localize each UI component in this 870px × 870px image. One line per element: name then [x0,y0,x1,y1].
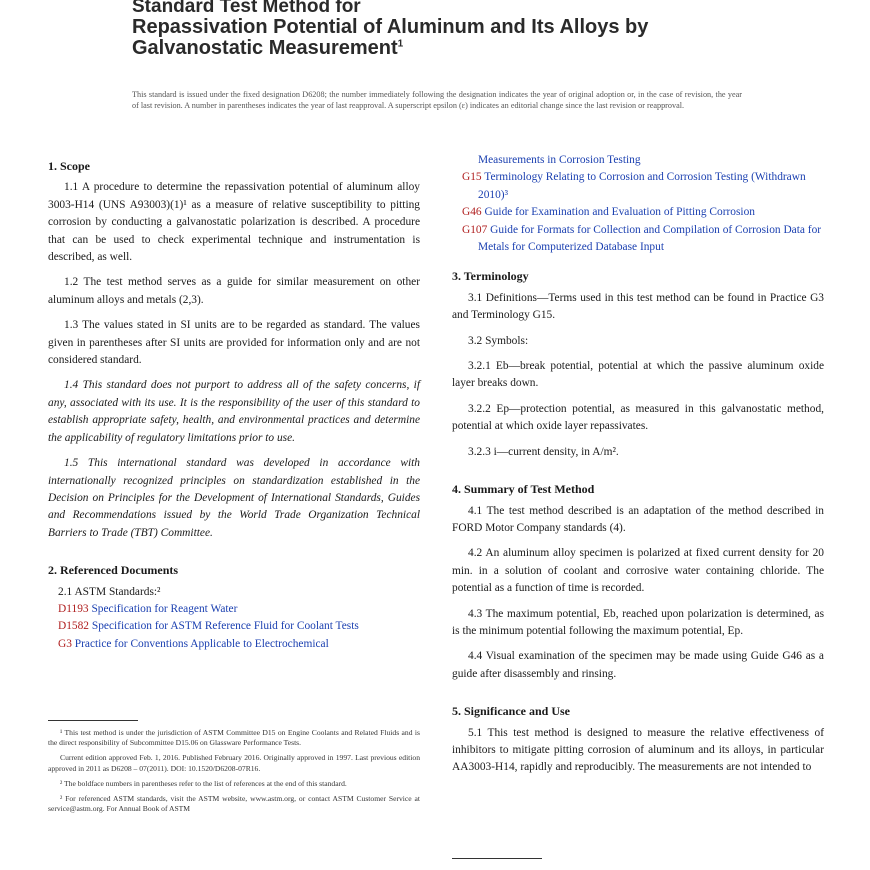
para-3-2: 3.2 Symbols: [468,334,529,347]
ref-title[interactable]: Guide for Formats for Collection and Compilation of Corrosion Data for Metals for Computerized Database Input [478,223,822,254]
footnote-4: ² For referenced ASTM standards, visit the ASTM website, www.astm.org, or contact ASTM Customer Service at service@astm.org. For Annual Book of ASTM [48,794,420,814]
ref-title[interactable]: Guide for Examination and Evaluation of Pitting Corrosion [484,206,755,219]
ref-code[interactable]: G46 [462,206,482,219]
ref-title[interactable]: Practice for Conventions Applicable to Electrochemical [74,637,329,650]
ref-item-d1193[interactable] [48,601,420,618]
para-1-3: 1.3 The values stated in SI units are to be regarded as standard. The values given in parentheses after SI units are provided for information only and are not considered standard. [48,319,420,367]
footnotes [48,728,420,819]
title-footnote-mark: 1 [397,38,404,50]
para-3-2-2: 3.2.2 Ep—protection potential, as measured in this galvanostatic method, potential at which oxide layer repassivates. [452,402,824,433]
footnote-2: Current edition approved Feb. 1, 2016. Published February 2016. Originally approved in 1997. Last previous edition approved in 2011 as D6208 – 07(2011). DOI: 10.1520/D6208-07R16. [48,753,420,773]
ref-item-g46[interactable] [452,204,824,221]
ref-code[interactable]: D1582 [58,620,90,633]
section-heading-significance: 5. Significance and Use [452,704,571,719]
title-line-3-text: Galvanostatic Measurement [132,37,398,59]
ref-title-continued[interactable]: Measurements in Corrosion Testing [478,154,641,166]
para-1-4: 1.4 This standard does not purport to address all of the safety concerns, if any, associated with its use. It is the responsibility of the user of this standard to establish appropriate safety, health, and environmental practices and determine the applicability of regulatory limitations prior to use. [48,379,420,444]
section-heading-terminology: 3. Terminology [452,269,529,284]
para-1-2: 1.2 The test method serves as a guide for similar measurement on other aluminum alloys and metals (2,3). [48,276,420,306]
ref-continued[interactable] [452,152,824,169]
footnote-rule-right [452,858,542,859]
ref-code[interactable]: G107 [462,223,488,236]
ref-item-g3[interactable] [48,636,420,653]
footnote-3: ² The boldface numbers in parentheses refer to the list of references at the end of this standard. [60,778,347,788]
section-heading-summary: 4. Summary of Test Method [452,482,595,497]
ref-item-d1582[interactable] [48,618,420,635]
ref-title[interactable]: Terminology Relating to Corrosion and Corrosion Testing (Withdrawn 2010)³ [478,171,806,201]
right-column [452,152,824,785]
ref-code[interactable]: G3 [58,637,72,650]
ref-item-g15[interactable] [452,169,824,204]
ref-code[interactable]: G15 [462,171,482,184]
para-3-2-1: 3.2.1 Eb—break potential, potential at which the passive aluminum oxide layer breaks down. [452,360,824,390]
para-3-1: 3.1 Definitions—Terms used in this test method can be found in Practice G3 and Terminology G15. [452,291,824,322]
footnote-rule-left [48,720,138,721]
para-3-2-3: 3.2.3 i—current density, in A/m². [468,445,619,458]
ref-item-g107[interactable] [452,222,824,257]
ref-title[interactable]: Specification for Reagent Water [91,602,238,615]
para-1-1: 1.1 A procedure to determine the repassivation potential of aluminum alloy 3003-H14 (UNS A93003)(1)¹ as a measure of relative susceptibility to pitting corrosion by conducting a galvanostatic polarization is described. A procedure that can be used to check experimental technique and instrumentation is described, as well. [48,181,420,264]
para-1-5: 1.5 This international standard was developed in accordance with internationally recognized principles on standardization established in the Decision on Principles for the Development of International Standards, Guides and Recommendations issued by the World Trade Organization Technical Barriers to Trade (TBT) Committee. [48,457,420,539]
title-line-2: Repassivation Potential of Aluminum and Its Alloys by [132,16,649,38]
para-5-1: 5.1 This test method is designed to measure the relative effectiveness of inhibitors to mitigate pitting corrosion of aluminum and its alloys, in particular AA3003-H14, rapidly and reproducibly. The measurements are not intended to [452,726,824,774]
para-4-4: 4.4 Visual examination of the specimen may be made using Guide G46 as a guide after disassembly and rinsing. [452,650,824,680]
title-block [132,0,772,59]
designation-notice: This standard is issued under the fixed designation D6208; the number immediately following the designation indicates the year of original adoption or, in the case of revision, the year of last revision. A number in parentheses indicates the year of last reapproval. A superscript epsilon (ε) indicates an editorial change since the last revision or reapproval. [132,90,742,110]
section-heading-scope: 1. Scope [48,159,90,173]
footnote-1: ¹ This test method is under the jurisdiction of ASTM Committee D15 on Engine Coolants and Related Fluids and is the direct responsibility of Subcommittee D15.06 on Glassware Performance Tests. [48,728,420,748]
ref-title[interactable]: Specification for ASTM Reference Fluid for Coolant Tests [91,620,359,633]
ref-code[interactable]: D1193 [58,602,89,615]
para-4-2: 4.2 An aluminum alloy specimen is polarized at fixed current density for 20 min. in a solution of coolant and corrosive water containing chloride. The potential as a function of time is recorded. [452,547,824,595]
para-4-3: 4.3 The maximum potential, Eb, reached upon polarization is determined, as is the minimum potential following the maximum potential, Ep. [452,607,824,637]
para-2-1: 2.1 ASTM Standards:² [58,585,161,598]
title-line-3 [132,38,772,59]
left-column [48,158,420,653]
title-line-1: Standard Test Method for [132,0,361,17]
section-heading-referenced: 2. Referenced Documents [48,563,179,578]
para-4-1: 4.1 The test method described is an adaptation of the method described in FORD Motor Company standards (4). [452,504,824,534]
